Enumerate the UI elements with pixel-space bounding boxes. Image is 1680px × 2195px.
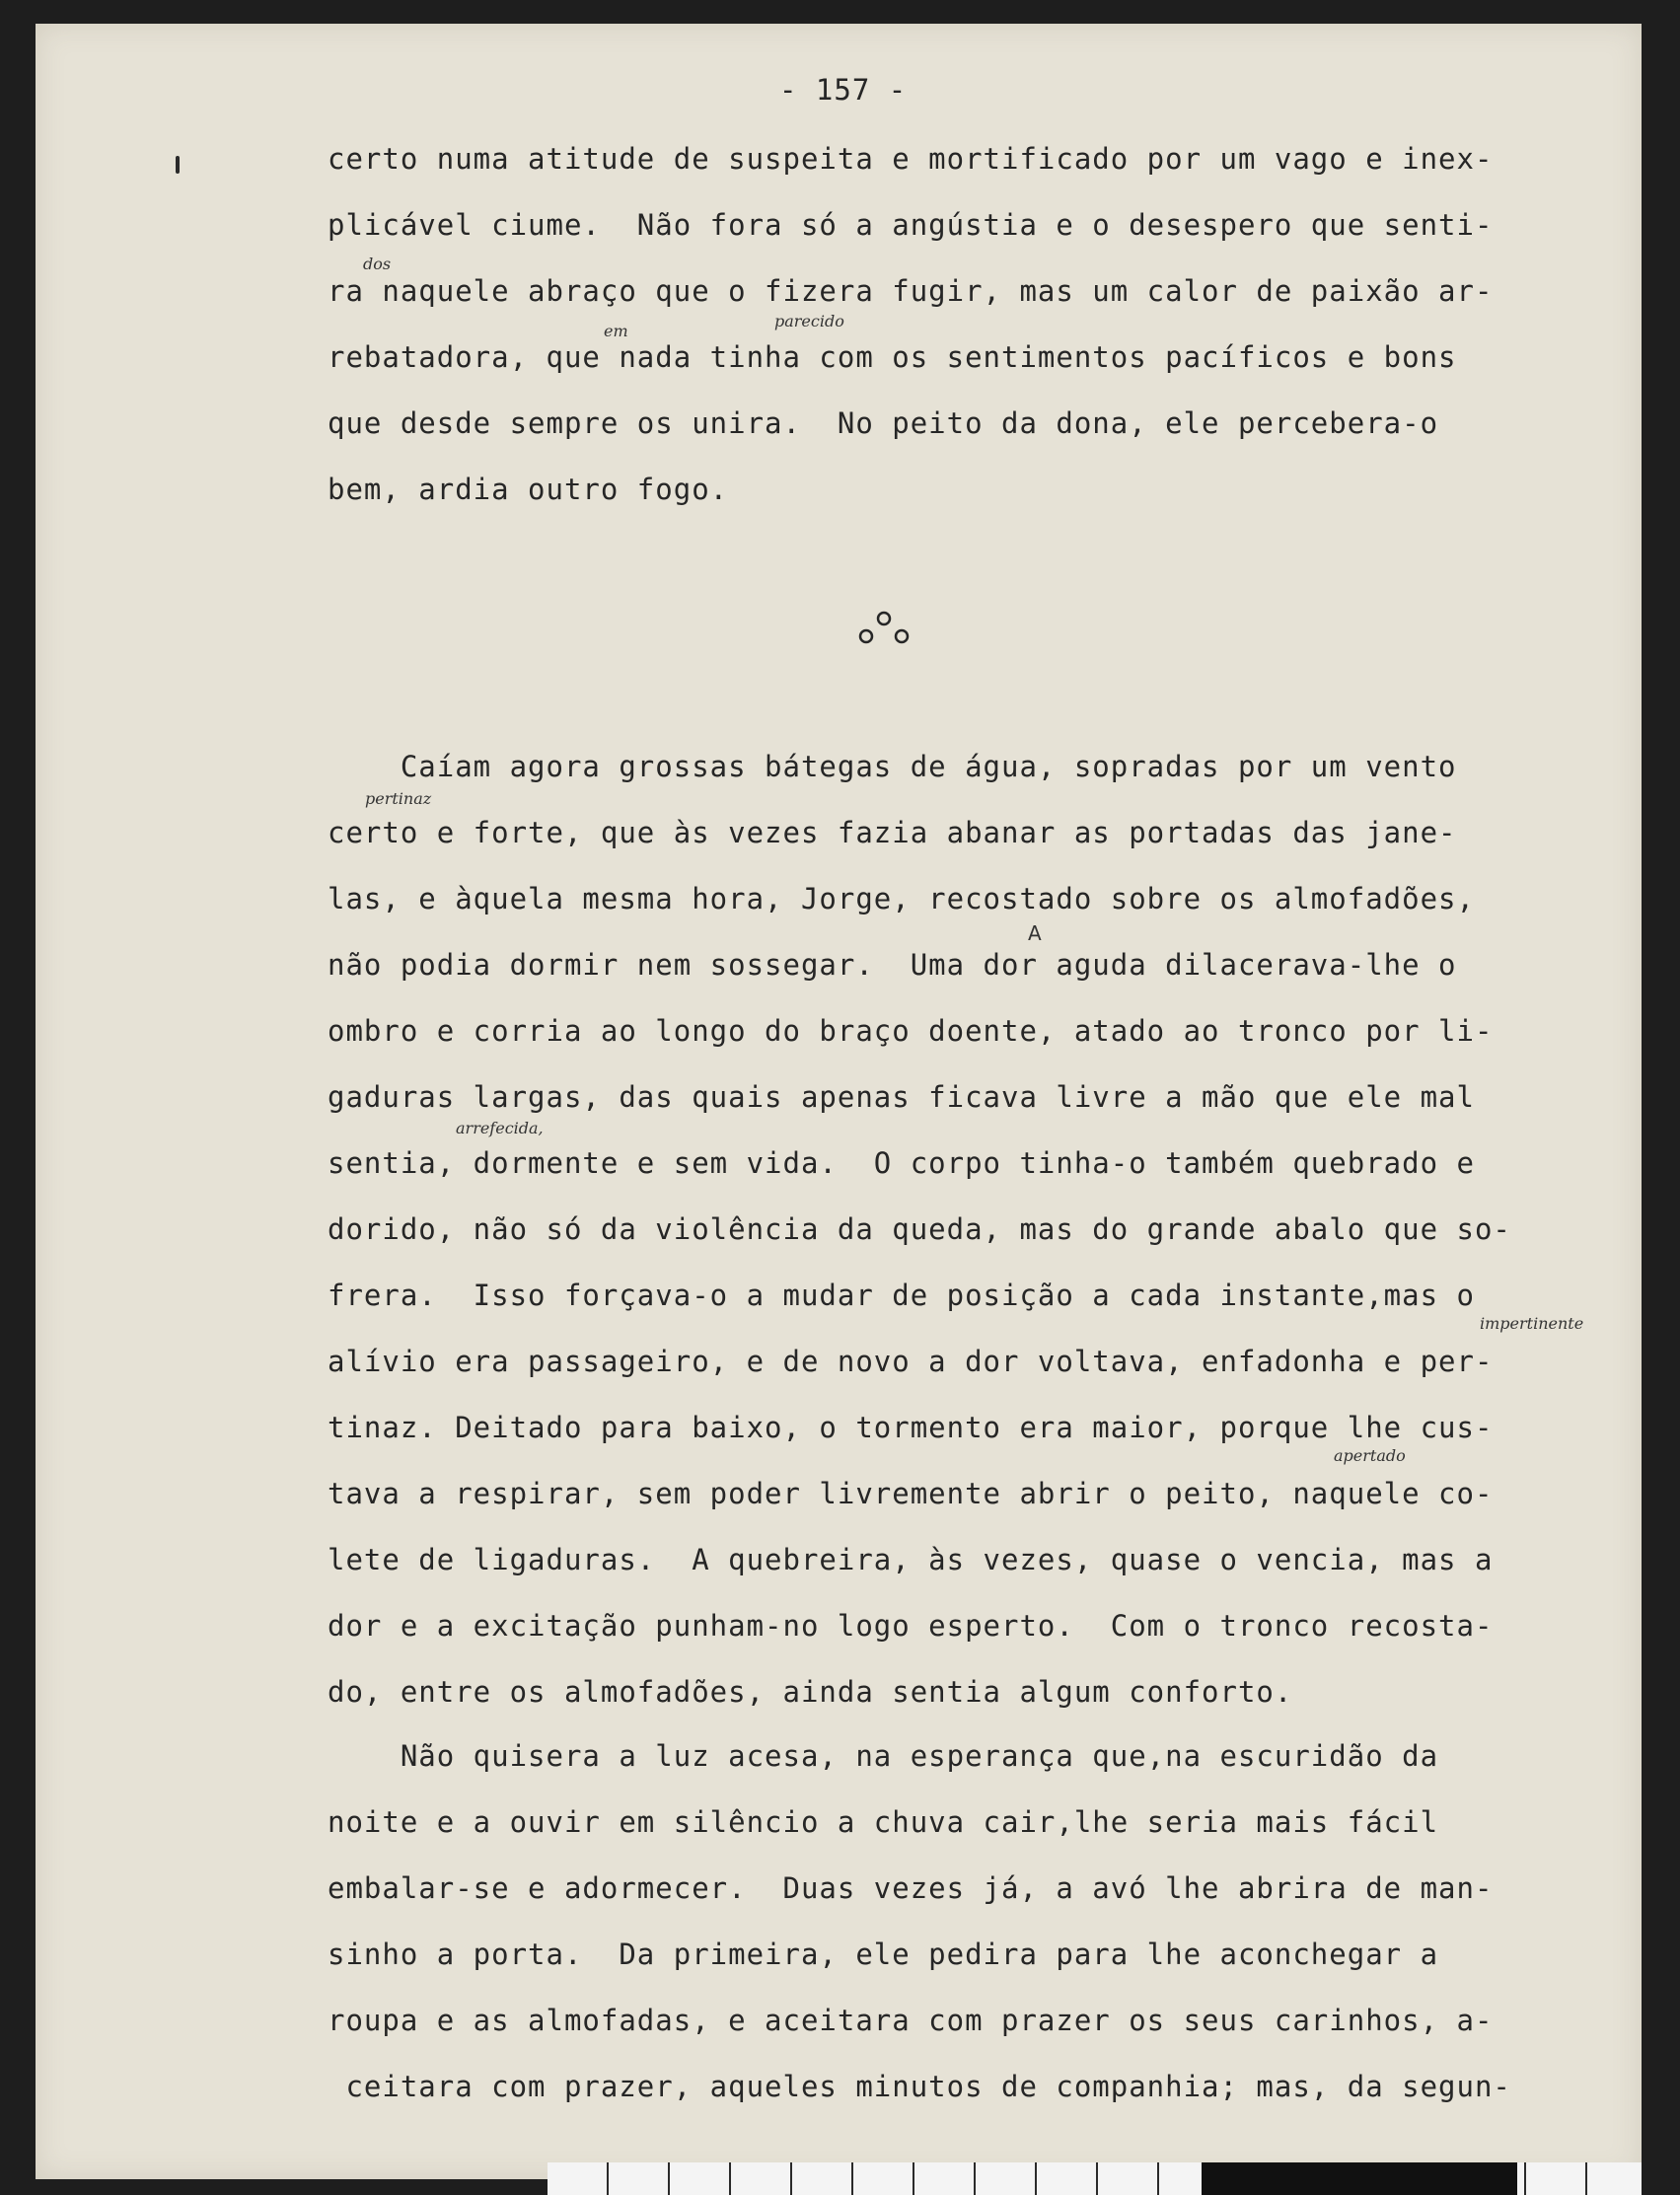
text-line: noite e a ouvir em silêncio a chuva cair,lhe seria mais fácil	[328, 1805, 1439, 1839]
text-line: que desde sempre os unira. No peito da dona, ele percebera-o	[328, 406, 1439, 440]
annotation-dos: dos	[363, 255, 392, 273]
annotation-A: A	[1028, 921, 1042, 945]
separator-text: o°o	[854, 607, 856, 608]
annotation-apertado: apertado	[1334, 1446, 1406, 1465]
annotation-em: em	[604, 322, 628, 340]
text-line: certo e forte, que às vezes fazia abanar as portadas das jane-	[328, 816, 1457, 849]
text-line: plicável ciume. Não fora só a angústia e o desespero que senti-	[328, 208, 1494, 242]
text-line: alívio era passageiro, e de novo a dor voltava, enfadonha e per-	[328, 1345, 1494, 1378]
text-line: dorido, não só da violência da queda, mas do grande abalo que so-	[328, 1212, 1511, 1246]
text-line: não podia dormir nem sossegar. Uma dor aguda dilacerava-lhe o	[328, 948, 1457, 982]
text-line: roupa e as almofadas, e aceitara com prazer os seus carinhos, a-	[328, 2004, 1494, 2037]
annotation-impertinente: impertinente	[1480, 1314, 1584, 1333]
text-line: embalar-se e adormecer. Duas vezes já, a avó lhe abrira de man-	[328, 1871, 1494, 1905]
margin-mark	[176, 156, 180, 174]
text-line: rebatadora, que nada tinha com os sentimentos pacíficos e bons	[328, 340, 1457, 374]
text-line: gaduras largas, das quais apenas ficava livre a mão que ele mal	[328, 1080, 1475, 1114]
text-line: lete de ligaduras. A quebreira, às vezes, quase o vencia, mas a	[328, 1543, 1494, 1576]
text-line: las, e àquela mesma hora, Jorge, recostado sobre os almofadões,	[328, 882, 1475, 915]
scale-ruler-block	[1202, 2162, 1517, 2195]
paragraph-1	[328, 126, 1649, 523]
text-line: tava a respirar, sem poder livremente abrir o peito, naquele co-	[328, 1477, 1494, 1510]
text-line: do, entre os almofadões, ainda sentia algum conforto.	[328, 1675, 1293, 1709]
text-line: ra naquele abraço que o fizera fugir, mas um calor de paixão ar-	[328, 274, 1494, 308]
text-line: ceitara com prazer, aqueles minutos de companhia; mas, da segun-	[328, 2070, 1511, 2103]
page-number: - 157 -	[779, 73, 908, 107]
annotation-arrefecida: arrefecida,	[456, 1119, 544, 1137]
section-separator	[854, 607, 913, 646]
paragraph-3	[328, 1723, 1649, 2120]
text-line: Não quisera a luz acesa, na esperança que,na escuridão da	[328, 1739, 1439, 1773]
text-line: certo numa atitude de suspeita e mortificado por um vago e inex-	[328, 142, 1494, 176]
text-line: Caíam agora grossas bátegas de água, sopradas por um vento	[328, 750, 1457, 783]
text-line: sinho a porta. Da primeira, ele pedira para lhe aconchegar a	[328, 1938, 1439, 1971]
text-line: ombro e corria ao longo do braço doente, atado ao tronco por li-	[328, 1014, 1494, 1048]
text-line: frera. Isso forçava-o a mudar de posição a cada instante,mas o	[328, 1279, 1475, 1312]
text-line: dor e a excitação punham-no logo esperto. Com o tronco recosta-	[328, 1609, 1494, 1643]
text-line: tinaz. Deitado para baixo, o tormento era maior, porque lhe cus-	[328, 1411, 1494, 1444]
text-line: sentia, dormente e sem vida. O corpo tinha-o também quebrado e	[328, 1146, 1475, 1180]
annotation-parecido: parecido	[774, 312, 844, 330]
paragraph-2	[328, 734, 1649, 1725]
text-line: bem, ardia outro fogo.	[328, 473, 729, 506]
annotation-pertinaz: pertinaz	[365, 789, 432, 808]
